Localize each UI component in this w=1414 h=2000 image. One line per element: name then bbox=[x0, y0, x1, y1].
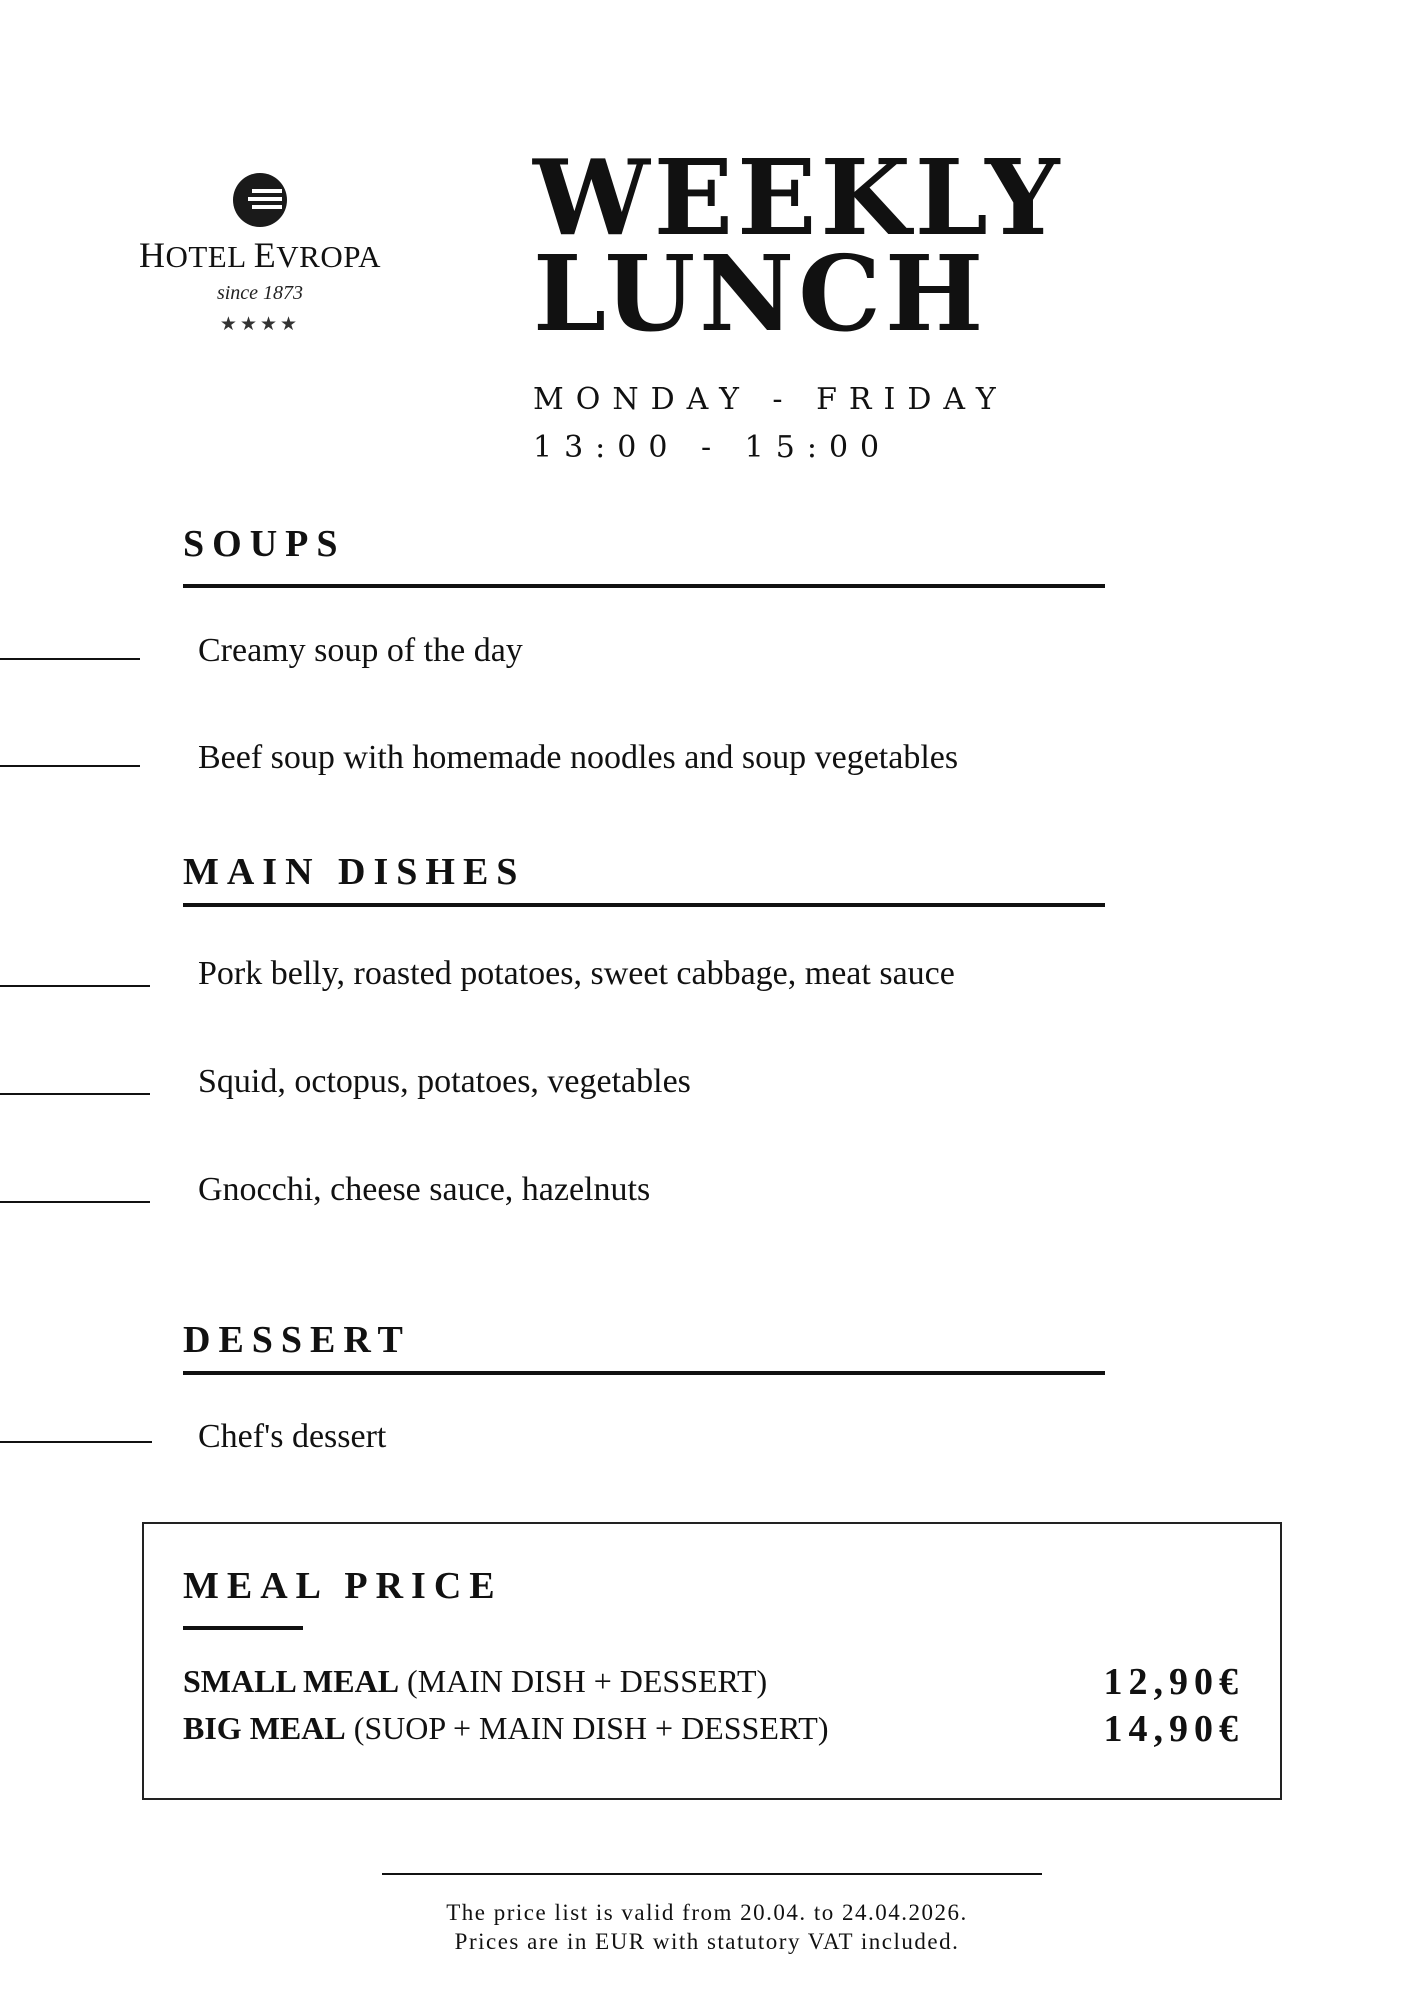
section-title-dessert: DESSERT bbox=[183, 1319, 411, 1361]
section-rule-main-dishes bbox=[183, 903, 1105, 907]
hotel-logo bbox=[130, 172, 390, 335]
item-leader-line bbox=[0, 658, 140, 660]
big-meal-name: BIG MEAL bbox=[183, 1710, 346, 1746]
serving-days: MONDAY - FRIDAY bbox=[533, 382, 1008, 417]
big-meal-row bbox=[183, 1710, 828, 1747]
section-rule-soups bbox=[183, 584, 1105, 588]
section-rule-dessert bbox=[183, 1371, 1105, 1375]
small-meal-name: SMALL MEAL bbox=[183, 1663, 400, 1699]
soup-item-1: Creamy soup of the day bbox=[198, 632, 523, 669]
menu-title bbox=[533, 136, 1064, 355]
since-year: since 1873 bbox=[216, 282, 304, 304]
footer-vat-note: Prices are in EUR with statutory VAT included. bbox=[454, 1929, 960, 1954]
menu-title-line2: LUNCH bbox=[533, 232, 988, 355]
small-meal-price: 12,90€ bbox=[1103, 1661, 1244, 1703]
big-meal-description: (SUOP + MAIN DISH + DESSERT) bbox=[353, 1710, 829, 1746]
item-leader-line bbox=[0, 765, 140, 767]
main-dish-item-2: Squid, octopus, potatoes, vegetables bbox=[198, 1063, 691, 1100]
section-title-main-dishes: MAIN DISHES bbox=[183, 851, 526, 893]
section-title-soups: SOUPS bbox=[183, 523, 346, 565]
footer-validity: The price list is valid from 20.04. to 24.04.2026. bbox=[446, 1900, 968, 1925]
menu-title-line1: WEEKLY bbox=[533, 136, 1064, 259]
star-rating: ★★★★ bbox=[219, 313, 301, 335]
soup-item-2: Beef soup with homemade noodles and soup vegetables bbox=[198, 739, 959, 776]
small-meal-description: (MAIN DISH + DESSERT) bbox=[407, 1663, 768, 1699]
hotel-logo-icon bbox=[232, 172, 288, 228]
footer-rule bbox=[382, 1873, 1042, 1875]
item-leader-line bbox=[0, 1201, 150, 1203]
hotel-name: HOTEL EVROPA bbox=[138, 235, 382, 275]
big-meal-price: 14,90€ bbox=[1103, 1708, 1244, 1750]
dessert-item-1: Chef's dessert bbox=[198, 1418, 387, 1455]
item-leader-line bbox=[0, 1441, 152, 1443]
meal-price-title: MEAL PRICE bbox=[183, 1565, 503, 1607]
item-leader-line bbox=[0, 1093, 150, 1095]
serving-hours: 13:00 - 15:00 bbox=[533, 430, 892, 465]
main-dish-item-1: Pork belly, roasted potatoes, sweet cabbage, meat sauce bbox=[198, 955, 955, 992]
small-meal-row bbox=[183, 1663, 767, 1700]
meal-price-rule bbox=[183, 1626, 303, 1630]
main-dish-item-3: Gnocchi, cheese sauce, hazelnuts bbox=[198, 1171, 651, 1208]
item-leader-line bbox=[0, 985, 150, 987]
